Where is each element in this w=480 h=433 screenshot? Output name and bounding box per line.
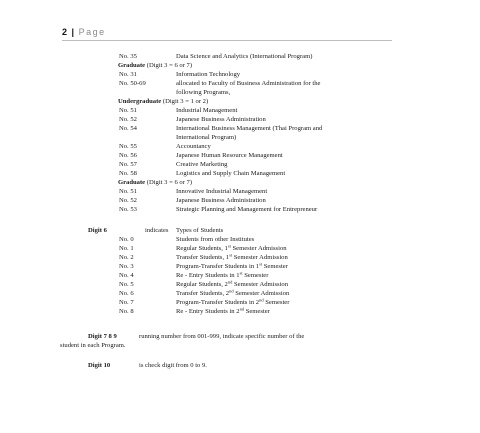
student-type-code: No. 1 <box>119 245 134 252</box>
section-heading-graduate: Graduate (Digit 3 = 6 or 7) <box>118 179 193 186</box>
indicates-text: indicates <box>145 227 169 234</box>
student-type-code: No. 7 <box>119 299 134 306</box>
program-name: International Business Management (Thai Program and <box>176 125 323 132</box>
digit-789-label: Digit 7 8 9 <box>88 333 117 340</box>
student-type-code: No. 0 <box>119 236 134 243</box>
digit-10-text: is check digit from 0 to 9. <box>139 362 207 369</box>
student-type-name: Students from other Institutes <box>176 236 255 243</box>
page-number: 2 <box>62 27 68 37</box>
program-code: No. 54 <box>119 125 137 132</box>
section-heading-undergraduate: Undergraduate (Digit 3 = 1 or 2) <box>118 98 209 105</box>
page-header <box>62 27 106 37</box>
student-type-code: No. 5 <box>119 281 134 288</box>
student-types-title: Types of Students <box>176 227 224 234</box>
program-name: Accountancy <box>176 143 211 150</box>
student-type-code: No. 4 <box>119 272 134 279</box>
program-code: No. 52 <box>119 116 137 123</box>
program-code: No. 55 <box>119 143 137 150</box>
program-code: No. 35 <box>119 53 137 60</box>
program-code: No. 51 <box>119 107 137 114</box>
student-type-code: No. 8 <box>119 308 134 315</box>
student-type-name: Program-Transfer Students in 2nd Semester <box>176 297 290 306</box>
digit-789-text-wrap: student in each Program. <box>60 342 126 349</box>
program-code: No. 51 <box>119 188 137 195</box>
program-name: Japanese Business Administration <box>176 116 266 123</box>
section-heading-graduate: Graduate (Digit 3 = 6 or 7) <box>118 62 193 69</box>
program-code: No. 56 <box>119 152 137 159</box>
program-code: No. 58 <box>119 170 137 177</box>
program-name-wrap: International Program) <box>176 134 237 141</box>
program-code: No. 31 <box>119 71 137 78</box>
header-rule <box>62 40 392 41</box>
student-type-name: Re - Entry Students in 1st Semester <box>176 270 269 279</box>
header-separator: | <box>71 27 75 37</box>
student-type-name: Transfer Students, 2nd Semester Admission <box>176 288 290 297</box>
program-code: No. 57 <box>119 161 137 168</box>
student-type-code: No. 2 <box>119 254 134 261</box>
program-name: Japanese Human Resource Management <box>176 152 283 159</box>
program-code: No. 52 <box>119 197 137 204</box>
page-word: Page <box>78 27 106 37</box>
program-name: Creative Marketing <box>176 161 228 168</box>
digit-10-label: Digit 10 <box>88 362 111 369</box>
program-name: Information Technology <box>176 71 241 78</box>
student-type-name: Re - Entry Students in 2nd Semester <box>176 306 270 315</box>
program-name: Logistics and Supply Chain Management <box>176 170 286 177</box>
program-name: Strategic Planning and Management for Entrepreneur <box>176 206 318 213</box>
program-name-wrap: following Programs, <box>176 89 231 96</box>
program-name: Industrial Management <box>176 107 238 114</box>
student-type-name: Transfer Students, 1st Semester Admission <box>176 252 288 261</box>
program-code: No. 53 <box>119 206 137 213</box>
program-name: Japanese Business Administration <box>176 197 266 204</box>
student-type-code: No. 6 <box>119 290 134 297</box>
student-type-name: Program-Transfer Students in 1st Semester <box>176 261 288 270</box>
digit-6-label: Digit 6 <box>88 227 107 234</box>
student-type-name: Regular Students, 1st Semester Admission <box>176 243 287 252</box>
program-code: No. 50-69 <box>119 80 146 87</box>
student-type-name: Regular Students, 2nd Semester Admission <box>176 279 289 288</box>
program-name: Innovative Industrial Management <box>176 188 268 195</box>
digit-789-text: running number from 001-999, indicate specific number of the <box>139 333 305 340</box>
program-name: allocated to Faculty of Business Administration for the <box>176 80 321 87</box>
program-name: Data Science and Analytics (International Program) <box>176 53 313 60</box>
student-type-code: No. 3 <box>119 263 134 270</box>
